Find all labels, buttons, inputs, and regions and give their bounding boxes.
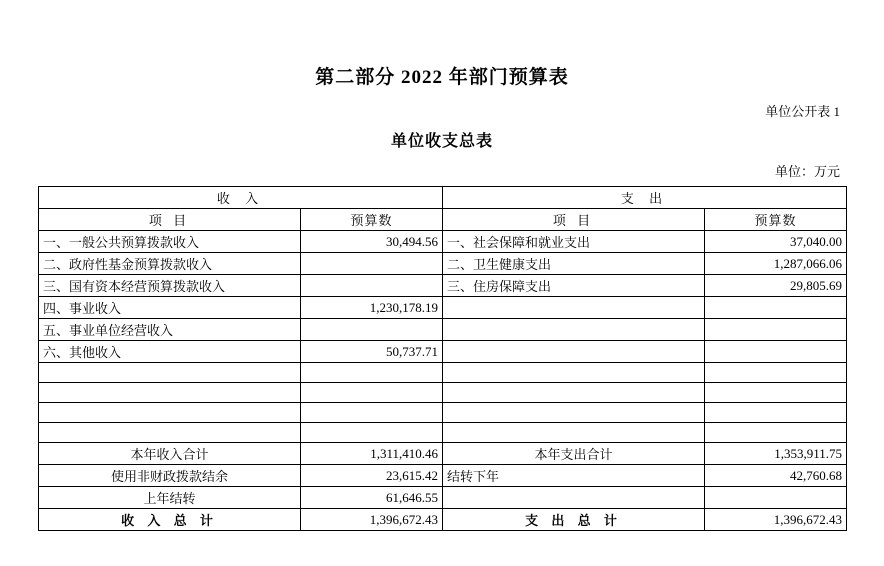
income-amount: 1,230,178.19 bbox=[301, 297, 443, 319]
expense-amount bbox=[705, 383, 847, 403]
expense-item bbox=[443, 297, 705, 319]
income-amount bbox=[301, 319, 443, 341]
income-amount bbox=[301, 423, 443, 443]
income-grand-total-label: 收 入 总 计 bbox=[39, 509, 301, 531]
table-row bbox=[39, 253, 847, 275]
income-item: 六、其他收入 bbox=[39, 341, 301, 363]
expense-amount bbox=[705, 341, 847, 363]
income-item bbox=[39, 383, 301, 403]
income-amount: 30,494.56 bbox=[301, 231, 443, 253]
income-item: 四、事业收入 bbox=[39, 297, 301, 319]
table-summary-row bbox=[39, 443, 847, 465]
table-row bbox=[39, 383, 847, 403]
table-group-header-row bbox=[39, 187, 847, 209]
table-row bbox=[39, 341, 847, 363]
expense-item: 一、社会保障和就业支出 bbox=[443, 231, 705, 253]
income-item-header: 项 目 bbox=[39, 209, 301, 231]
income-item: 一、一般公共预算拨款收入 bbox=[39, 231, 301, 253]
table-row bbox=[39, 231, 847, 253]
table-summary-row bbox=[39, 487, 847, 509]
expense-amount bbox=[705, 363, 847, 383]
income-item bbox=[39, 403, 301, 423]
table-column-header-row bbox=[39, 209, 847, 231]
income-group-header: 收 入 bbox=[39, 187, 443, 209]
income-summary-amount: 23,615.42 bbox=[301, 465, 443, 487]
income-amount-header: 预算数 bbox=[301, 209, 443, 231]
expense-summary-amount bbox=[705, 487, 847, 509]
table-row bbox=[39, 297, 847, 319]
expense-amount bbox=[705, 297, 847, 319]
expense-item: 三、住房保障支出 bbox=[443, 275, 705, 297]
table-grand-total-row bbox=[39, 509, 847, 531]
expense-grand-total-label: 支 出 总 计 bbox=[443, 509, 705, 531]
income-summary-amount: 1,311,410.46 bbox=[301, 443, 443, 465]
income-summary-label: 使用非财政拨款结余 bbox=[39, 465, 301, 487]
expense-summary-amount: 42,760.68 bbox=[705, 465, 847, 487]
expense-amount bbox=[705, 403, 847, 423]
expense-summary-label bbox=[443, 487, 705, 509]
income-summary-label: 本年收入合计 bbox=[39, 443, 301, 465]
income-grand-total-amount: 1,396,672.43 bbox=[301, 509, 443, 531]
income-amount bbox=[301, 403, 443, 423]
expense-summary-amount: 1,353,911.75 bbox=[705, 443, 847, 465]
table-row bbox=[39, 423, 847, 443]
expense-item bbox=[443, 403, 705, 423]
expense-amount: 29,805.69 bbox=[705, 275, 847, 297]
unit-note: 单位：万元 bbox=[774, 164, 840, 179]
expense-grand-total-amount: 1,396,672.43 bbox=[705, 509, 847, 531]
income-item bbox=[39, 363, 301, 383]
expense-amount: 37,040.00 bbox=[705, 231, 847, 253]
table-row bbox=[39, 403, 847, 423]
public-table-number: 单位公开表 1 bbox=[765, 104, 840, 119]
expense-amount: 1,287,066.06 bbox=[705, 253, 847, 275]
table-summary-row bbox=[39, 465, 847, 487]
expense-group-header: 支 出 bbox=[443, 187, 847, 209]
expense-amount bbox=[705, 319, 847, 341]
table-row bbox=[39, 319, 847, 341]
income-amount bbox=[301, 363, 443, 383]
expense-item bbox=[443, 363, 705, 383]
income-amount bbox=[301, 253, 443, 275]
page-title: 第二部分 2022 年部门预算表 bbox=[315, 67, 569, 88]
expense-summary-label: 本年支出合计 bbox=[443, 443, 705, 465]
income-summary-amount: 61,646.55 bbox=[301, 487, 443, 509]
table-subtitle: 单位收支总表 bbox=[390, 133, 493, 150]
expense-amount bbox=[705, 423, 847, 443]
budget-summary-table bbox=[38, 186, 847, 531]
expense-item bbox=[443, 319, 705, 341]
income-amount bbox=[301, 275, 443, 297]
income-item: 三、国有资本经营预算拨款收入 bbox=[39, 275, 301, 297]
table-row bbox=[39, 275, 847, 297]
income-item: 五、事业单位经营收入 bbox=[39, 319, 301, 341]
income-item bbox=[39, 423, 301, 443]
expense-item bbox=[443, 423, 705, 443]
expense-summary-label: 结转下年 bbox=[443, 465, 705, 487]
income-summary-label: 上年结转 bbox=[39, 487, 301, 509]
expense-item: 二、卫生健康支出 bbox=[443, 253, 705, 275]
income-item: 二、政府性基金预算拨款收入 bbox=[39, 253, 301, 275]
income-amount bbox=[301, 383, 443, 403]
expense-item-header: 项 目 bbox=[443, 209, 705, 231]
document-page bbox=[0, 62, 884, 566]
expense-item bbox=[443, 341, 705, 363]
table-row bbox=[39, 363, 847, 383]
expense-item bbox=[443, 383, 705, 403]
income-amount: 50,737.71 bbox=[301, 341, 443, 363]
expense-amount-header: 预算数 bbox=[705, 209, 847, 231]
